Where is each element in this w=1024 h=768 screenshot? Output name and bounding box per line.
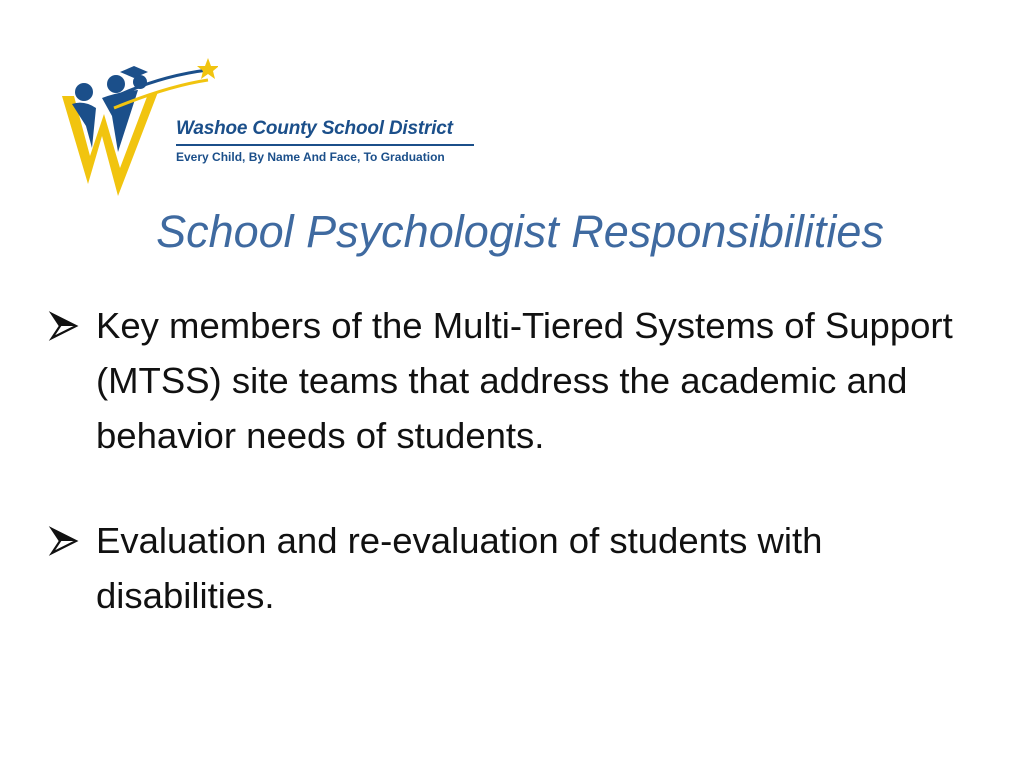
logo-district-name: Washoe County School District — [176, 118, 453, 139]
slide-title: School Psychologist Responsibilities — [156, 206, 884, 257]
bullet-text: Evaluation and re-evaluation of students with disabilities. — [96, 520, 823, 616]
bullet-list — [48, 298, 988, 673]
bullet-item — [48, 298, 988, 463]
arrowhead-bullet-icon — [48, 525, 80, 557]
bullet-text: Key members of the Multi-Tiered Systems of Support (MTSS) site teams that address the academic and behavior needs of students. — [96, 305, 953, 456]
bullet-item — [48, 513, 988, 623]
arrowhead-bullet-icon — [48, 310, 80, 342]
district-logo — [58, 56, 488, 206]
logo-divider — [176, 144, 474, 146]
logo-tagline: Every Child, By Name And Face, To Graduation — [176, 150, 445, 164]
